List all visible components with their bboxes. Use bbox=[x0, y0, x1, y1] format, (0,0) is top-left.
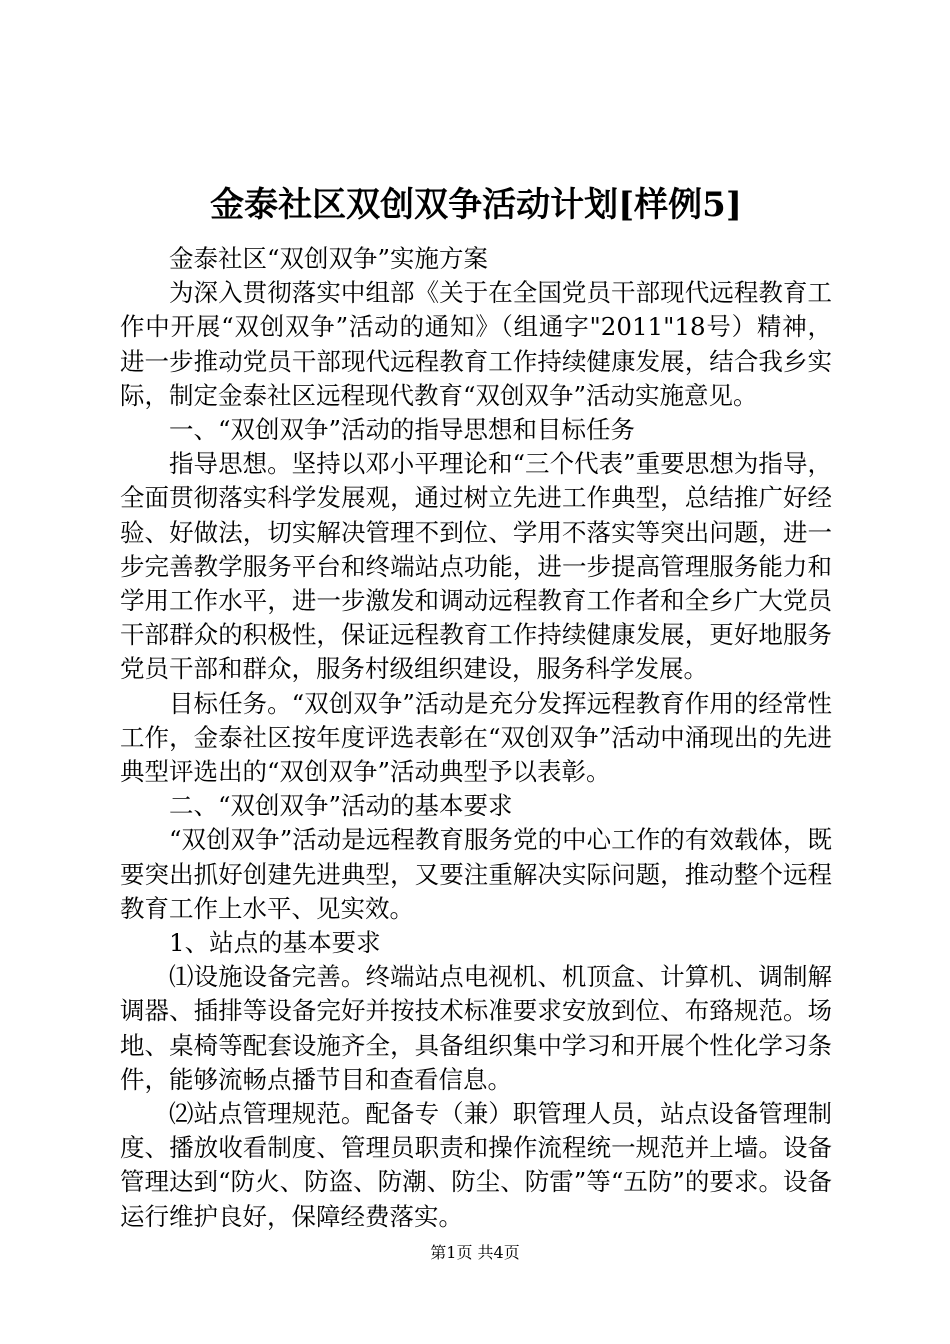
paragraph-plan-name: 金泰社区“双创双争”实施方案 bbox=[169, 244, 489, 273]
page-footer: 第1页 共4页 bbox=[430, 1243, 520, 1262]
subsection-heading-1: 1、站点的基本要求 bbox=[169, 928, 381, 958]
paragraph-equipment: ⑴设施设备完善。终端站点电视机、机顶盒、计算机、调制解调器、插排等设备完好并按技术标准要求安放到位、布臵规范。场地、桌椅等配套设施齐全，具备组织集中学习和开展个性化学习条件，能够流畅点播节目和查看信息。 bbox=[120, 962, 832, 1094]
paragraph-intro: 为深入贯彻落实中组部《关于在全国党员干部现代远程教育工作中开展“双创双争”活动的通知》（组通字"2011"18号）精神，进一步推动党员干部现代远程教育工作持续健康发展，结合我乡实际，制定金泰社区远程现代教育“双创双争”活动实施意见。 bbox=[120, 278, 832, 410]
paragraph-management: ⑵站点管理规范。配备专（兼）职管理人员，站点设备管理制度、播放收看制度、管理员职责和操作流程统一规范并上墙。设备管理达到“防火、防盗、防潮、防尘、防雷”等“五防”的要求。设备运行维护良好，保障经费落实。 bbox=[120, 1099, 832, 1231]
paragraph-basic-requirements: “双创双争”活动是远程教育服务党的中心工作的有效载体，既要突出抓好创建先进典型，又要注重解决实际问题，推动整个远程教育工作上水平、见实效。 bbox=[120, 825, 832, 923]
section-heading-1: 一、“双创双争”活动的指导思想和目标任务 bbox=[169, 415, 636, 445]
document-page bbox=[120, 182, 832, 1234]
paragraph-guiding-ideology: 指导思想。坚持以邓小平理论和“三个代表”重要思想为指导，全面贯彻落实科学发展观，通过树立先进工作典型，总结推广好经验、好做法，切实解决管理不到位、学用不落实等突出问题，进一步完善教学服务平台和终端站点功能，进一步提高管理服务能力和学用工作水平，进一步激发和调动远程教育工作者和全乡广大党员干部群众的积极性，保证远程教育工作持续健康发展，更好地服务党员干部和群众，服务村级组织建设，服务科学发展。 bbox=[120, 449, 832, 684]
document-title: 金泰社区双创双争活动计划[样例5] bbox=[210, 185, 742, 225]
paragraph-goals: 目标任务。“双创双争”活动是充分发挥远程教育作用的经常性工作，金泰社区按年度评选表彰在“双创双争”活动中涌现出的先进典型评选出的“双创双争”活动典型予以表彰。 bbox=[120, 688, 832, 787]
section-heading-2: 二、“双创双争”活动的基本要求 bbox=[169, 791, 513, 821]
